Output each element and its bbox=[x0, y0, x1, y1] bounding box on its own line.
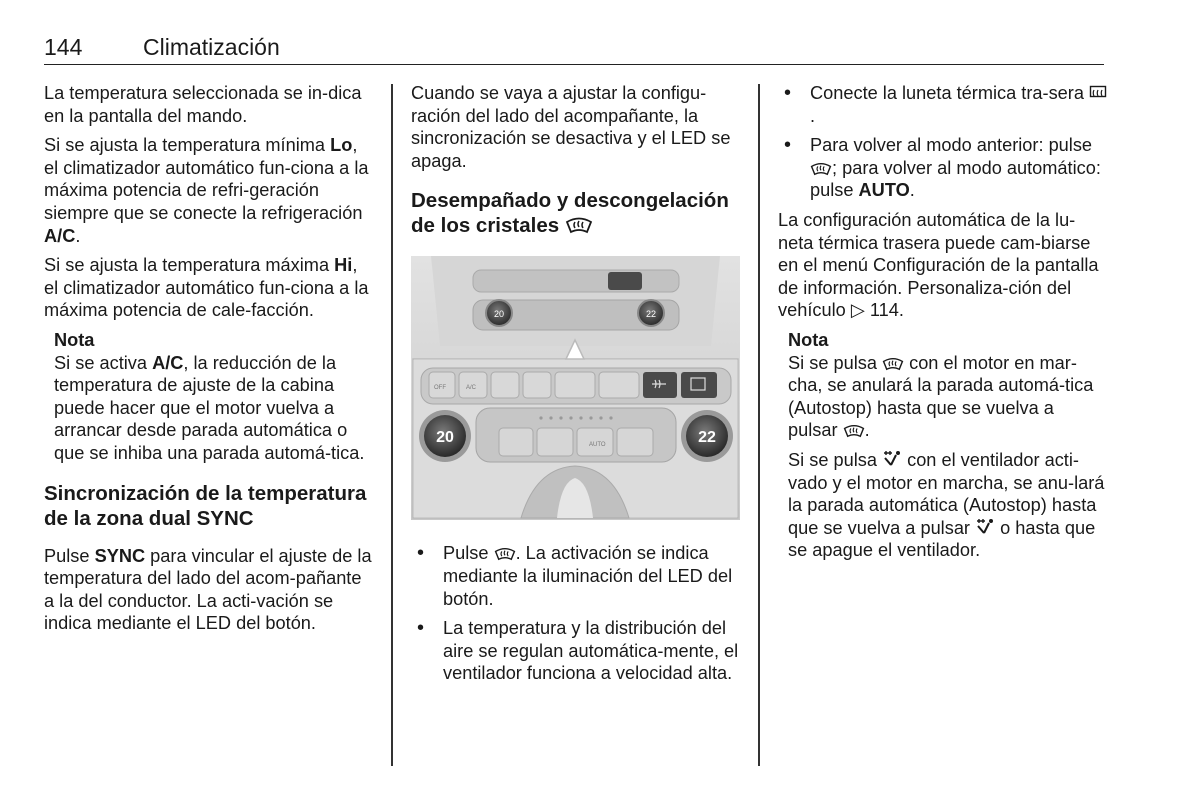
paragraph: Si se ajusta la temperatura máxima Hi, el climatizador automático fun-ciona a la máxima potencia de cale-facción. bbox=[44, 255, 369, 321]
off-button-label: OFF bbox=[434, 385, 446, 392]
paragraph: La temperatura seleccionada se in-dica en la pantalla del mando. bbox=[44, 83, 362, 126]
left-temp-display: 20 bbox=[436, 429, 454, 447]
right-temp-display: 22 bbox=[698, 429, 716, 447]
paragraph: La configuración automática de la lu-neta térmica trasera puede cam-biarse en el menú Configuración de la pantalla de información. Personaliza-ción del vehículo ▷ 114. bbox=[778, 209, 1099, 321]
note-text: Si se pulsa con el ventilador acti-vado y el motor en marcha, se anu-lará la parada automática (Autostop) hasta que se vuelva a pulsar o hasta que se apague el ventilador. bbox=[788, 449, 1105, 561]
column-right bbox=[778, 82, 1108, 569]
note-title: Nota bbox=[788, 329, 829, 350]
windscreen-defrost-icon bbox=[494, 545, 516, 561]
chapter-title: Climatización bbox=[143, 34, 280, 60]
fan-defrost-icon bbox=[975, 518, 995, 536]
page-header bbox=[44, 34, 1104, 65]
list-item: • Conecte la luneta térmica tra-sera . bbox=[778, 82, 1108, 127]
rear-window-heating-icon bbox=[1089, 85, 1107, 101]
column-divider bbox=[758, 84, 760, 766]
windscreen-defrost-icon bbox=[810, 160, 832, 176]
small-left-temp: 20 bbox=[493, 309, 505, 320]
page-number: 144 bbox=[44, 34, 83, 60]
column-left bbox=[44, 82, 376, 642]
auto-button-label: AUTO bbox=[589, 442, 606, 449]
paragraph: Si se ajusta la temperatura mínima Lo, el climatizador automático fun-ciona a la máxima potencia de refri-geración siempre que se conecte la refrigeración A/C. bbox=[44, 135, 369, 246]
climate-control-panel-illustration bbox=[411, 256, 740, 520]
small-right-temp: 22 bbox=[645, 309, 657, 320]
section-heading: Sincronización de la temperatura de la zona dual SYNC bbox=[44, 481, 367, 530]
note-text: Si se pulsa con el motor en mar-cha, se anulará la parada automá-tica (Autostop) hasta que se vuelva a pulsar . bbox=[788, 352, 1094, 441]
column-divider bbox=[391, 84, 393, 766]
paragraph: Pulse SYNC para vincular el ajuste de la temperatura del lado del acom-pañante a la del conductor. La acti-vación se indica mediante el LED del botón. bbox=[44, 545, 372, 634]
list-item: • Pulse . La activación se indica mediante la iluminación del LED del botón. bbox=[411, 542, 743, 610]
fan-defrost-icon bbox=[882, 450, 902, 468]
section-heading: Desempañado y descongelación de los cristales bbox=[411, 189, 729, 238]
paragraph: Cuando se vaya a ajustar la configu-ración del lado del acompañante, la sincronización se desactiva y el LED se apaga. bbox=[411, 83, 731, 171]
note-box bbox=[788, 329, 1108, 562]
windscreen-defrost-icon bbox=[843, 422, 865, 438]
windscreen-defrost-icon bbox=[882, 355, 904, 371]
list-item: • Para volver al modo anterior: pulse ; para volver al modo automático: pulse AUTO. bbox=[778, 134, 1108, 202]
ac-button-label: A/C bbox=[466, 385, 477, 392]
page-reference-arrow-icon: ▷ bbox=[850, 300, 865, 321]
windscreen-defrost-icon bbox=[565, 214, 593, 234]
note-title: Nota bbox=[54, 329, 95, 350]
list-item: • La temperatura y la distribución del aire se regulan automática-mente, el ventilador funciona a velocidad alta. bbox=[411, 617, 743, 685]
column-middle bbox=[411, 82, 743, 692]
note-box bbox=[54, 329, 376, 465]
note-text: Si se activa A/C, la reducción de la temperatura de ajuste de la cabina puede hacer que el motor vuelva a arrancar desde parada automática o que se inhiba una parada automá-tica. bbox=[54, 352, 365, 463]
